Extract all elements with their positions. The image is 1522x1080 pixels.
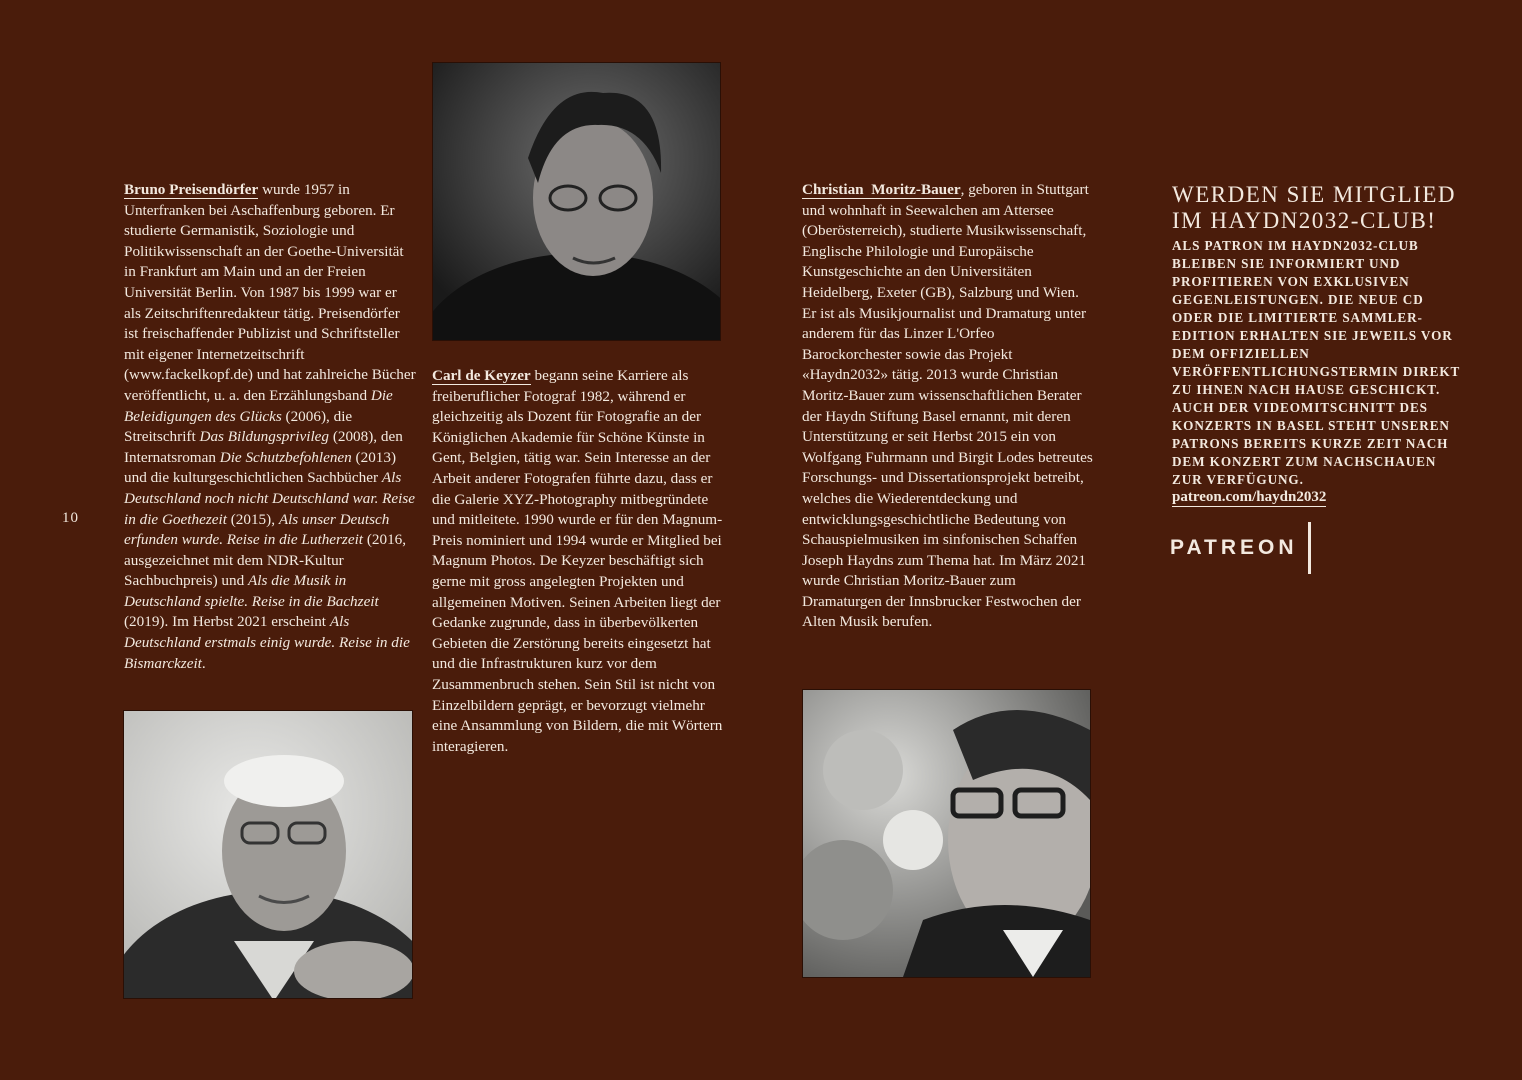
portrait-moritz-bauer (802, 689, 1091, 978)
bio-text-run: (2008), den Internatsroman (124, 428, 403, 466)
club-title: WERDEN SIE MITGLIED IM HAYDN2032-CLUB! (1172, 182, 1457, 233)
book-title: Als unser Deutsch erfunden wurde. Reise in die Lutherzeit (124, 510, 390, 549)
bio-text-run: wurde 1957 in Unterfranken bei Aschaffenburg geboren. Er studierte Germanistik, Soziologie und Politikwissenschaft an der Goethe-Universität in Frankfurt am Main und an der Freien Universität Berlin. Von 1987 bis 1999 war er als Zeitschriftenredakteur tätig. Preisendörfer ist freischaffender Publizist und Schriftsteller mit eigener Internetzeitschrift (www.fackelkopf.de) und hat zahlreiche Bücher veröffentlicht, u. a. den Erzählungsband (124, 181, 416, 404)
patreon-bar-icon (1308, 522, 1311, 574)
author-name: Carl de Keyzer (432, 367, 531, 384)
page-number: 10 (62, 510, 79, 526)
club-body: ALS PATRON IM HAYDN2032-CLUB BLEIBEN SIE INFORMIERT UND PROFITIEREN VON EXKLUSIVEN GEGENLEISTUNGEN. DIE NEUE CD ODER DIE LIMITIERTE SAMMLER-EDITION ERHALTEN SIE JEWEILS VOR DEM OFFIZIELLEN VERÖFFENTLICHUNGSTERMIN DIREKT ZU IHNEN NACH HAUSE GESCHICKT. AUCH DER VIDEOMITSCHNITT DES KONZERTS IN BASEL STEHT UNSEREN PATRONS BEREITS KURZE ZEIT NACH DEM KONZERT ZUM NACHSCHAUEN ZUR VERFÜGUNG. (1172, 238, 1460, 487)
book-title: Die Beleidigungen des Glücks (124, 386, 393, 425)
bio-text-run: begann seine Karriere als freiberuflicher Fotograf 1982, während er gleichzeitig als Dozent für Fotografie an der Königlichen Akademie für Schöne Künste in Gent, Belgien, tätig war. Sein Interesse an der Arbeit anderer Fotografen führte dazu, dass er die Galerie XYZ-Photography mitbegründete und mitleitete. 1990 wurde er für den Magnum-Preis nominiert und 1994 wurde er Mitglied bei Magnum Photos. De Keyzer beschäftigt sich gerne mit gross angelegten Projekten und allgemeinen Motiven. Seinen Arbeiten liegt der Gedanke zugrunde, dass in überbevölkerten Gebieten die Zerstörung bereits eingesetzt hat und die Infrastrukturen kurz vor dem Zusammenbruch stehen. Sein Stil ist nicht von Einzelbildern geprägt, er bevorzugt vielmehr eine Ansammlung von Bildern, die mit Wörtern interagieren. (432, 367, 723, 755)
bio-moritz-bauer (802, 180, 1096, 633)
author-name: Bruno Preisendörfer (124, 181, 259, 198)
bio-text (432, 366, 724, 757)
book-title: Als Deutschland noch nicht Deutschland war. Reise in die Goethezeit (124, 469, 416, 528)
bio-text-run: (2015), (226, 510, 279, 528)
bio-preisendoerfer (124, 180, 416, 674)
bio-text-run: . (201, 654, 206, 672)
bio-text-run: (2016, ausgezeichnet mit dem NDR-Kultur Sachbuchpreis) und (124, 531, 407, 590)
book-title: Als Deutschland erstmals einig wurde. Reise in die Bismarckzeit (124, 613, 410, 672)
patreon-logo[interactable] (1170, 522, 1311, 574)
bio-text (802, 180, 1096, 633)
author-name: Christian Moritz-Bauer (802, 181, 961, 198)
bio-text-run: (2013) und die kulturgeschichtlichen Sachbücher (124, 448, 397, 487)
patreon-link[interactable]: patreon.com/haydn2032 (1172, 489, 1327, 505)
bio-text-run: (2019). Im Herbst 2021 erscheint (124, 613, 330, 631)
portrait-preisendoerfer (123, 710, 413, 999)
book-title: Als die Musik in Deutschland spielte. Reise in die Bachzeit (124, 572, 379, 610)
bio-de-keyzer (432, 366, 724, 757)
patreon-wordmark: PATREON (1170, 536, 1298, 559)
bio-text (124, 180, 416, 674)
book-title: Die Schutzbefohlenen (219, 448, 352, 466)
bio-text-run: , geboren in Stuttgart und wohnhaft in Seewalchen am Attersee (Oberösterreich), studierte Musikwissenschaft, Englische Philologie und Europäische Kunstgeschichte an den Universitäten Heidelberg, Exeter (GB), Salzburg und Wien. Er ist als Musikjournalist und Dramaturg unter anderem für das Linzer L'Orfeo Barockorchester sowie das Projekt «Haydn2032» tätig. 2013 wurde Christian Moritz-Bauer zum wissenschaftlichen Berater der Haydn Stiftung Basel ernannt, mit deren Unterstützung er seit Herbst 2015 ein von Wolfgang Fuhrmann und Birgit Lodes betreutes Forschungs- und Dissertationsprojekt betreibt, welches die Wiederentdeckung und entwicklungsgeschichtliche Bedeutung von Schauspielmusiken im sinfonischen Schaffen Joseph Haydns zum Thema hat. Im März 2021 wurde Christian Moritz-Bauer zum Dramaturgen der Innsbrucker Festwochen der Alten Musik berufen. (802, 181, 1093, 631)
portrait-de-keyzer (432, 62, 721, 341)
bio-text-run: (2006), die Streitschrift (124, 407, 353, 446)
book-title: Das Bildungsprivileg (199, 428, 330, 446)
